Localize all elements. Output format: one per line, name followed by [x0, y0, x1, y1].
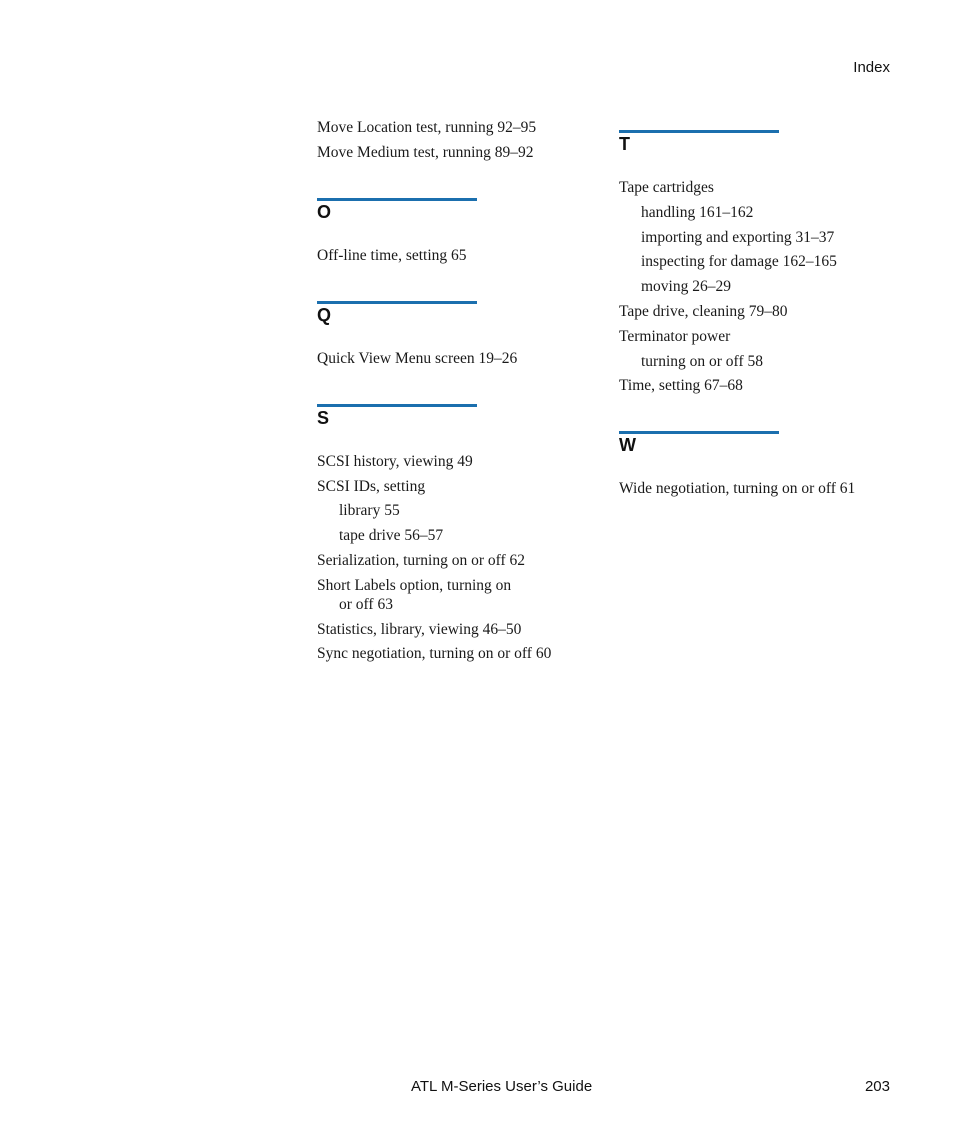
index-entry: Wide negotiation, turning on or off 61 — [619, 480, 856, 498]
index-column-left — [317, 118, 617, 669]
index-section-o — [317, 198, 617, 265]
index-subentry: handling 161–162 — [641, 203, 754, 221]
index-column-right — [619, 118, 919, 504]
index-entry: Tape cartridges — [619, 179, 714, 196]
section-letter: T — [619, 134, 630, 154]
section-rule — [317, 198, 477, 201]
section-letter: S — [317, 407, 330, 428]
index-entry: Tape drive, cleaning 79–80 — [619, 302, 788, 320]
running-header: Index — [853, 59, 890, 76]
index-subentry: importing and exporting 31–37 — [641, 228, 835, 246]
index-entry: Off-line time, setting 65 — [317, 246, 467, 264]
section-rule — [619, 130, 779, 133]
index-section-q — [317, 301, 617, 368]
index-entry: Sync negotiation, turning on or off 60 — [317, 645, 552, 663]
section-letter: W — [619, 435, 636, 456]
index-subentry: tape drive 56–57 — [339, 527, 444, 545]
index-subentry: turning on or off 58 — [641, 352, 763, 370]
index-entry: Terminator power — [619, 327, 731, 345]
index-section-t — [619, 130, 919, 395]
index-entry: SCSI IDs, setting — [317, 477, 426, 495]
index-subentry: library 55 — [339, 502, 400, 520]
index-entry: Time, setting 67–68 — [619, 377, 743, 395]
index-entry — [317, 576, 617, 614]
index-entry: Serialization, turning on or off 62 — [317, 551, 526, 569]
index-entry-continuation: or off 63 — [339, 595, 393, 613]
index-entry: Quick View Menu screen 19–26 — [317, 349, 518, 367]
index-group-m-continued — [317, 118, 617, 162]
section-rule — [619, 431, 779, 434]
section-rule — [317, 404, 477, 407]
index-section-w — [619, 431, 919, 498]
section-letter: O — [317, 201, 332, 222]
index-entry-text: Short Labels option, turning on — [317, 576, 512, 594]
index-subentry: moving 26–29 — [641, 278, 731, 296]
index-entry: Move Location test, running 92–95 — [317, 119, 537, 136]
index-entry: SCSI history, viewing 49 — [317, 452, 473, 470]
section-letter: Q — [317, 304, 332, 325]
index-subentry: inspecting for damage 162–165 — [641, 253, 837, 271]
page-number: 203 — [864, 1078, 890, 1095]
index-entry: Statistics, library, viewing 46–50 — [317, 620, 522, 638]
footer-book-title: ATL M-Series User’s Guide — [411, 1078, 593, 1095]
index-entry: Move Medium test, running 89–92 — [317, 143, 534, 161]
section-rule — [317, 301, 477, 304]
index-section-s — [317, 404, 617, 664]
